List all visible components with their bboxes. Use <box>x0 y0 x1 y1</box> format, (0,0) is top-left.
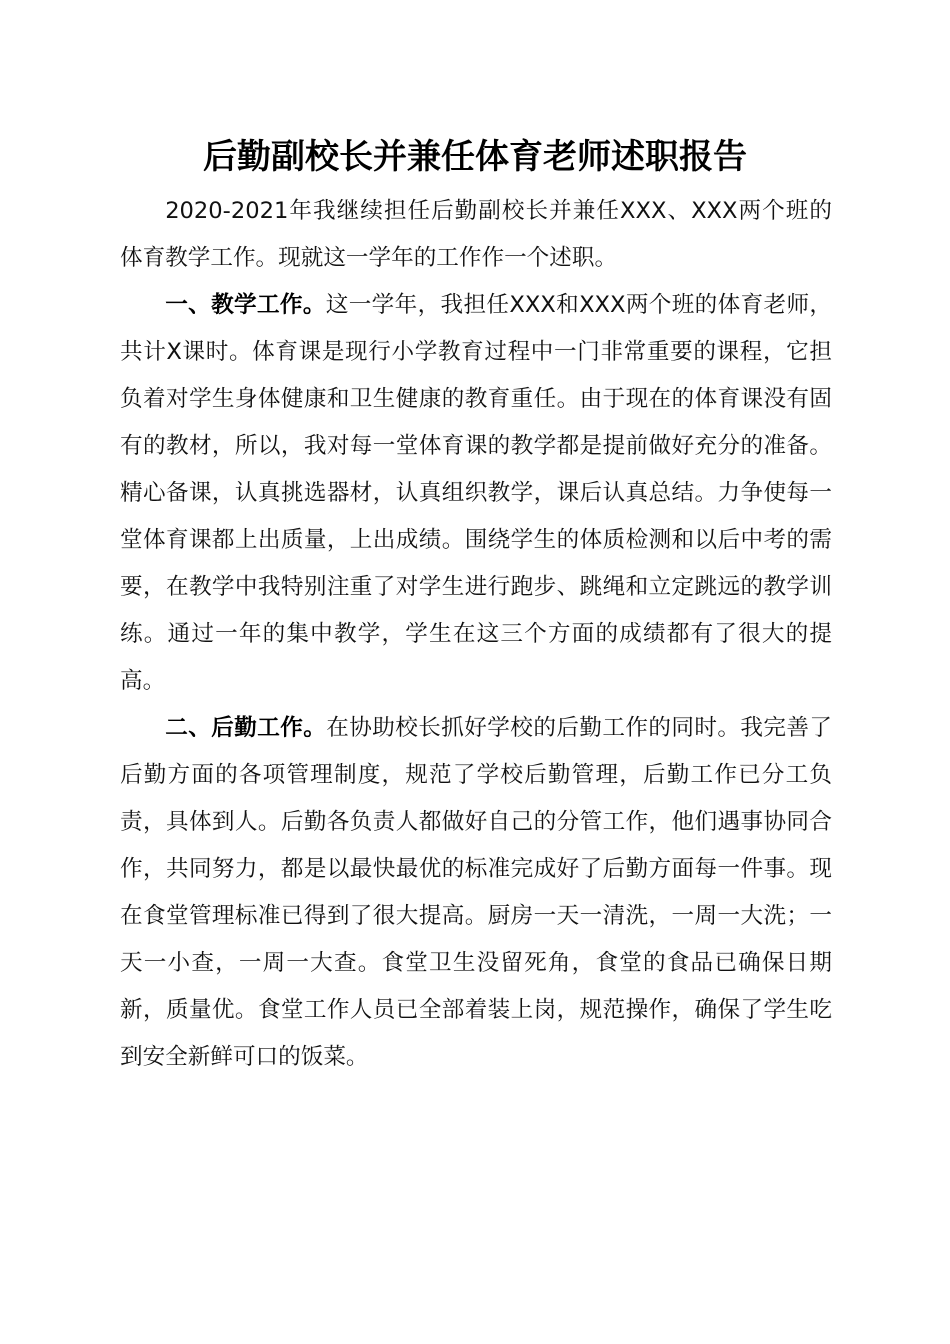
section-teaching-text: 这一学年，我担任XXX和XXX两个班的体育老师，共计X课时。体育课是现行小学教育过程中一门非常重要的课程，它担负着对学生身体健康和卫生健康的教育重任。由于现在的体育课没有固有的教材，所以，我对每一堂体育课的教学都是提前做好充分的准备。精心备课，认真挑选器材，认真组织教学，课后认真总结。力争使每一堂体育课都上出质量，上出成绩。围绕学生的体质检测和以后中考的需要，在教学中我特别注重了对学生进行跑步、跳绳和立定跳远的教学训练。通过一年的集中教学，学生在这三个方面的成绩都有了很大的提高。 <box>120 292 832 694</box>
section-logistics-heading: 二、后勤工作。 <box>165 715 327 741</box>
section-logistics <box>120 705 832 1081</box>
section-logistics-text: 在协助校长抓好学校的后勤工作的同时。我完善了后勤方面的各项管理制度，规范了学校后勤管理，后勤工作已分工负责，具体到人。后勤各负责人都做好自己的分管工作，他们遇事协同合作，共同努力，都是以最快最优的标准完成好了后勤方面每一件事。现在食堂管理标准已得到了很大提高。厨房一天一清洗，一周一大洗；一天一小查，一周一大查。食堂卫生没留死角，食堂的食品已确保日期新，质量优。食堂工作人员已全部着装上岗，规范操作，确保了学生吃到安全新鲜可口的饭菜。 <box>120 715 833 1070</box>
section-teaching-heading: 一、教学工作。 <box>165 292 326 318</box>
document-body <box>120 188 832 1081</box>
section-teaching <box>120 282 832 705</box>
document-title: 后勤副校长并兼任体育老师述职报告 <box>203 137 747 177</box>
intro-paragraph: 2020-2021年我继续担任后勤副校长并兼任XXX、XXX两个班的体育教学工作。现就这一学年的工作作一个述职。 <box>120 198 832 271</box>
